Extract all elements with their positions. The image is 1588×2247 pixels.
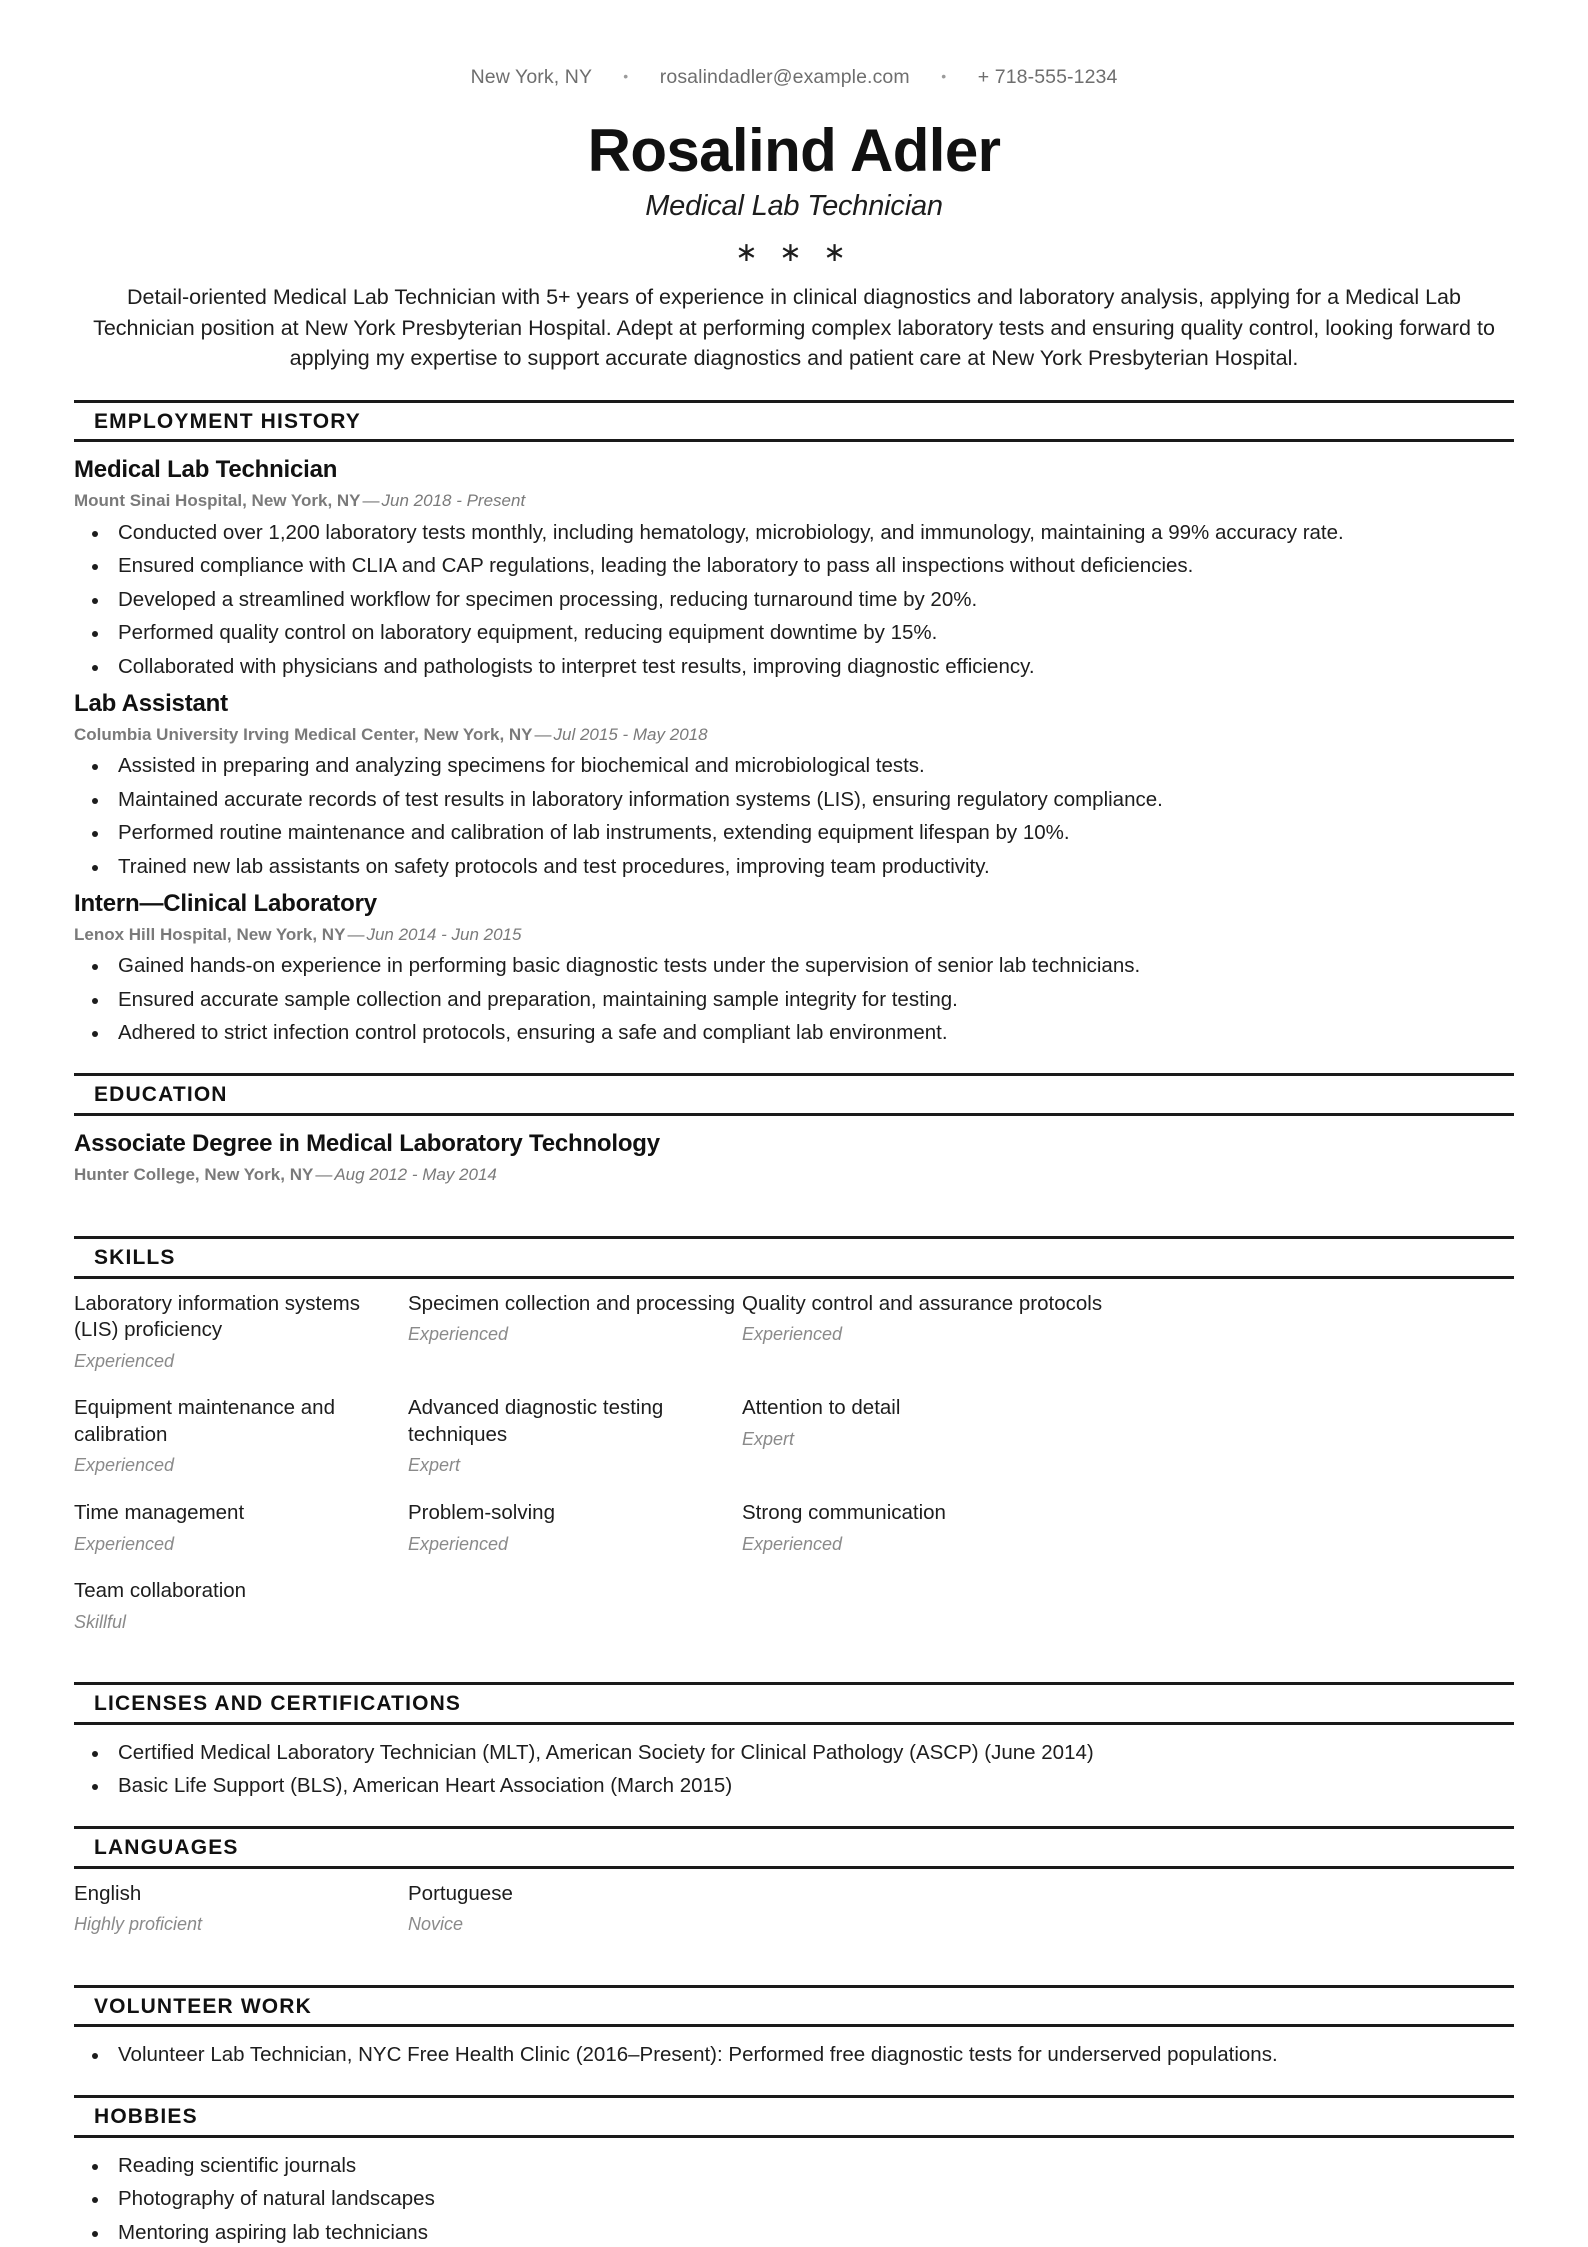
skill-level: Skillful <box>74 1611 127 1632</box>
section-title: LICENSES AND CERTIFICATIONS <box>94 1691 462 1715</box>
section-languages <box>74 1826 1514 1959</box>
entry-organization: Mount Sinai Hospital, New York, NY <box>74 491 361 511</box>
employment-entry <box>74 888 1514 1047</box>
entry-bullet-list <box>74 953 1514 1047</box>
skill-item <box>408 1395 742 1500</box>
section-content <box>74 1279 1514 1656</box>
section-content <box>74 1869 1514 1959</box>
skill-level: Experienced <box>408 1533 509 1554</box>
skill-item <box>742 1291 1514 1396</box>
skills-grid <box>74 1287 1514 1656</box>
language-name: Portuguese <box>408 1881 513 1905</box>
skill-name: Attention to detail <box>742 1396 901 1420</box>
contact-email[interactable]: rosalindadler@example.com <box>659 66 910 88</box>
section-header-bar <box>74 1682 1514 1725</box>
list-item: Maintained accurate records of test results in laboratory information systems (LIS), ensuring regulatory compliance. <box>74 787 1514 814</box>
list-item: Mentoring aspiring lab technicians <box>74 2220 1514 2247</box>
section-content <box>74 442 1514 1047</box>
entry-meta <box>74 1164 1514 1186</box>
entry-organization: Columbia University Irving Medical Center, New York, NY <box>74 724 533 744</box>
licenses-bullet-list <box>74 1740 1514 1800</box>
education-entry <box>74 1128 1514 1186</box>
contact-phone[interactable]: + 718-555-1234 <box>977 66 1118 88</box>
entry-dates: Aug 2012 - May 2014 <box>334 1164 497 1184</box>
skill-name: Problem-solving <box>408 1500 555 1524</box>
education-spacer <box>74 1188 1514 1210</box>
languages-grid <box>74 1877 1514 1959</box>
section-content <box>74 2138 1514 2247</box>
section-title: SKILLS <box>94 1245 176 1269</box>
list-item: Assisted in preparing and analyzing specimens for biochemical and microbiological tests. <box>74 753 1514 780</box>
section-header-bar <box>74 1826 1514 1869</box>
section-skills <box>74 1236 1514 1656</box>
skill-name: Laboratory information systems (LIS) proficiency <box>74 1291 360 1342</box>
entry-meta-dash: — <box>347 924 365 944</box>
section-title: EMPLOYMENT HISTORY <box>94 409 361 433</box>
employment-entry <box>74 454 1514 680</box>
candidate-name: Rosalind Adler <box>587 117 1001 184</box>
section-title: EDUCATION <box>94 1082 228 1106</box>
hobbies-bullet-list <box>74 2153 1514 2247</box>
entry-organization: Hunter College, New York, NY <box>74 1164 314 1184</box>
entry-bullet-list <box>74 753 1514 881</box>
language-item <box>408 1881 742 1959</box>
skill-item <box>74 1291 408 1396</box>
volunteer-bullet-list <box>74 2042 1514 2069</box>
contact-separator-icon: • <box>623 68 629 84</box>
language-item-empty <box>742 1881 1514 1959</box>
entry-job-title: Medical Lab Technician <box>74 456 338 484</box>
entry-job-title: Lab Assistant <box>74 689 228 717</box>
skill-name: Team collaboration <box>74 1578 247 1602</box>
entry-meta-dash: — <box>534 724 552 744</box>
skill-level: Expert <box>408 1455 461 1476</box>
skill-name: Specimen collection and processing <box>408 1291 736 1315</box>
list-item: Conducted over 1,200 laboratory tests monthly, including hematology, microbiology, and immunology, maintaining a 99% accuracy rate. <box>74 520 1514 547</box>
entry-dates: Jul 2015 - May 2018 <box>553 724 708 744</box>
list-item: Basic Life Support (BLS), American Heart Association (March 2015) <box>74 1773 1514 1800</box>
section-title: VOLUNTEER WORK <box>94 1994 312 2018</box>
list-item: Gained hands-on experience in performing basic diagnostic tests under the supervision of senior lab technicians. <box>74 953 1514 980</box>
skill-item <box>74 1395 408 1500</box>
section-licenses-certifications <box>74 1682 1514 1800</box>
skill-item <box>742 1500 1514 1578</box>
skill-name: Time management <box>74 1500 245 1524</box>
skill-level: Experienced <box>74 1350 175 1371</box>
list-item: Performed quality control on laboratory equipment, reducing equipment downtime by 15%. <box>74 620 1514 647</box>
section-hobbies <box>74 2095 1514 2247</box>
list-item: Ensured accurate sample collection and preparation, maintaining sample integrity for testing. <box>74 987 1514 1014</box>
section-header-bar <box>74 1073 1514 1116</box>
entry-degree-title: Associate Degree in Medical Laboratory Technology <box>74 1129 660 1157</box>
section-title: HOBBIES <box>94 2105 198 2129</box>
entry-meta-dash: — <box>362 491 380 511</box>
section-content <box>74 2027 1514 2069</box>
language-item <box>74 1881 408 1959</box>
list-item: Reading scientific journals <box>74 2153 1514 2180</box>
list-item: Volunteer Lab Technician, NYC Free Health Clinic (2016–Present): Performed free diagnostic tests for underserved populations. <box>74 2042 1514 2069</box>
entry-job-title: Intern—Clinical Laboratory <box>74 889 377 917</box>
entry-meta <box>74 724 1514 746</box>
section-title: LANGUAGES <box>94 1835 239 1859</box>
entry-bullet-list <box>74 520 1514 681</box>
skill-item <box>74 1500 408 1578</box>
candidate-job-title: Medical Lab Technician <box>645 190 943 222</box>
section-employment-history <box>74 400 1514 1047</box>
skill-name: Quality control and assurance protocols <box>742 1291 1103 1315</box>
skill-name: Equipment maintenance and calibration <box>74 1396 335 1446</box>
skill-name: Advanced diagnostic testing techniques <box>408 1396 664 1446</box>
list-item: Certified Medical Laboratory Technician (MLT), American Society for Clinical Pathology (ASCP) (June 2014) <box>74 1740 1514 1767</box>
contact-separator-icon: • <box>941 68 947 84</box>
entry-dates: Jun 2014 - Jun 2015 <box>366 924 522 944</box>
entry-meta <box>74 924 1514 946</box>
section-header-bar <box>74 2095 1514 2138</box>
section-content <box>74 1116 1514 1210</box>
entry-meta <box>74 490 1514 512</box>
language-level: Novice <box>408 1914 464 1935</box>
list-item: Developed a streamlined workflow for specimen processing, reducing turnaround time by 20%. <box>74 587 1514 614</box>
skill-level: Experienced <box>408 1324 509 1345</box>
list-item: Trained new lab assistants on safety protocols and test procedures, improving team productivity. <box>74 854 1514 881</box>
list-item: Adhered to strict infection control protocols, ensuring a safe and compliant lab environment. <box>74 1020 1514 1047</box>
professional-summary: Detail-oriented Medical Lab Technician with 5+ years of experience in clinical diagnostics and laboratory analysis, applying for a Medical Lab Technician position at New York Presbyterian Hospital. Adept at performing complex laboratory tests and ensuring quality control, looking forward to applying my expertise to support accurate diagnostics and patient care at New York Presbyterian Hospital. <box>93 285 1495 371</box>
skill-level: Expert <box>742 1428 795 1449</box>
skill-item <box>408 1500 742 1578</box>
skill-item <box>408 1291 742 1396</box>
section-content <box>74 1725 1514 1800</box>
list-item: Performed routine maintenance and calibration of lab instruments, extending equipment lifespan by 10%. <box>74 820 1514 847</box>
section-header-bar <box>74 400 1514 443</box>
contact-line <box>74 0 1514 89</box>
entry-meta-dash: — <box>315 1164 333 1184</box>
entry-organization: Lenox Hill Hospital, New York, NY <box>74 924 346 944</box>
skill-level: Experienced <box>742 1533 843 1554</box>
section-volunteer-work <box>74 1985 1514 2069</box>
employment-entry <box>74 688 1514 881</box>
language-name: English <box>74 1881 142 1905</box>
skill-level: Experienced <box>742 1324 843 1345</box>
section-education <box>74 1073 1514 1210</box>
section-header-bar <box>74 1985 1514 2028</box>
skill-level: Experienced <box>74 1533 175 1554</box>
list-item: Ensured compliance with CLIA and CAP regulations, leading the laboratory to pass all inspections without deficiencies. <box>74 553 1514 580</box>
entry-dates: Jun 2018 - Present <box>381 491 526 511</box>
section-header-bar <box>74 1236 1514 1279</box>
asterisk-divider-icon: ∗ ∗ ∗ <box>735 237 853 267</box>
contact-location: New York, NY <box>470 66 592 88</box>
list-item: Photography of natural landscapes <box>74 2186 1514 2213</box>
skill-name: Strong communication <box>742 1500 946 1524</box>
list-item: Collaborated with physicians and pathologists to interpret test results, improving diagnostic efficiency. <box>74 654 1514 681</box>
language-level: Highly proficient <box>74 1914 203 1935</box>
skill-level: Experienced <box>74 1455 175 1476</box>
skill-item <box>74 1578 408 1656</box>
skill-item <box>742 1395 1514 1500</box>
